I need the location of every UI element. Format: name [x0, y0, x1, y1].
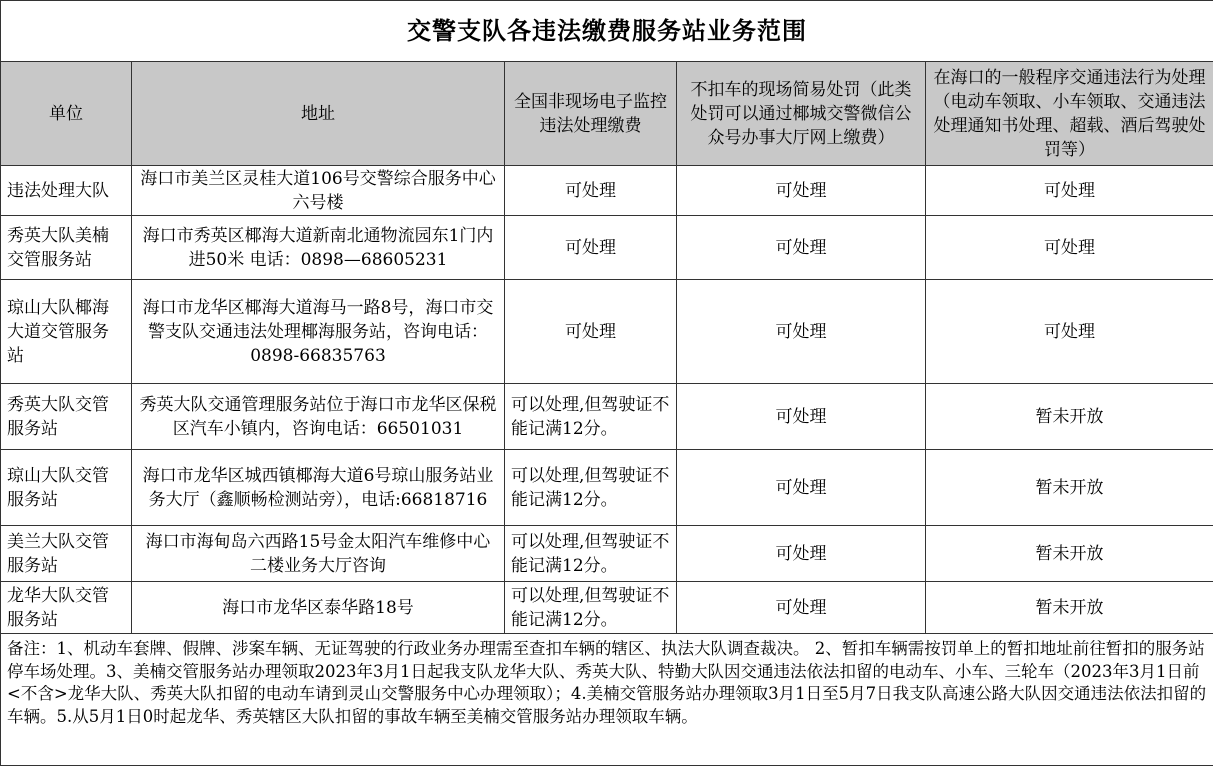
table-row	[1, 582, 1213, 634]
electronic-cell: 可处理	[505, 216, 677, 280]
header-address: 地址	[132, 62, 505, 166]
table-row	[1, 450, 1213, 526]
unit-cell: 琼山大队椰海大道交管服务站	[1, 280, 132, 384]
notes-row	[1, 634, 1213, 766]
table-row	[1, 216, 1213, 280]
table-row	[1, 526, 1213, 582]
electronic-cell: 可以处理,但驾驶证不能记满12分。	[505, 384, 677, 450]
address-cell: 海口市龙华区城西镇椰海大道6号琼山服务站业务大厅（鑫顺畅检测站旁），电话:66818716	[132, 450, 505, 526]
unit-cell: 美兰大队交管服务站	[1, 526, 132, 582]
simple-cell: 可处理	[677, 450, 926, 526]
simple-cell: 可处理	[677, 280, 926, 384]
address-cell: 秀英大队交通管理服务站位于海口市龙华区保税区汽车小镇内，咨询电话：66501031	[132, 384, 505, 450]
unit-cell: 秀英大队美楠交管服务站	[1, 216, 132, 280]
table-row	[1, 384, 1213, 450]
general-cell: 暂未开放	[926, 582, 1213, 634]
address-cell: 海口市美兰区灵桂大道106号交警综合服务中心六号楼	[132, 166, 505, 216]
general-cell: 暂未开放	[926, 526, 1213, 582]
notes-text: 备注：1、机动车套牌、假牌、涉案车辆、无证驾驶的行政业务办理需至查扣车辆的辖区、执法大队调查裁决。 2、暂扣车辆需按罚单上的暂扣地址前往暂扣的服务站停车场处理。3、美楠交管服务站办理领取2023年3月1日起我支队龙华大队、秀英大队、特勤大队因交通违法依法扣留的电动车、小车、三轮车（2023年3月1日前<不含>龙华大队、秀英大队扣留的电动车请到灵山交警服务中心办理领取）；4.美楠交管服务站办理领取3月1日至5月7日我支队高速公路大队因交通违法依法扣留的车辆。5.从5月1日0时起龙华、秀英辖区大队扣留的事故车辆至美楠交管服务站办理领取车辆。	[1, 634, 1213, 766]
page-title: 交警支队各违法缴费服务站业务范围	[1, 1, 1213, 62]
table-row	[1, 166, 1213, 216]
address-cell: 海口市龙华区泰华路18号	[132, 582, 505, 634]
simple-cell: 可处理	[677, 384, 926, 450]
header-electronic: 全国非现场电子监控违法处理缴费	[505, 62, 677, 166]
simple-cell: 可处理	[677, 582, 926, 634]
address-cell: 海口市秀英区椰海大道新南北通物流园东1门内进50米 电话：0898—68605231	[132, 216, 505, 280]
address-cell: 海口市海甸岛六西路15号金太阳汽车维修中心二楼业务大厅咨询	[132, 526, 505, 582]
simple-cell: 可处理	[677, 216, 926, 280]
general-cell: 暂未开放	[926, 384, 1213, 450]
address-cell: 海口市龙华区椰海大道海马一路8号，海口市交警支队交通违法处理椰海服务站，咨询电话：0898-66835763	[132, 280, 505, 384]
unit-cell: 秀英大队交管服务站	[1, 384, 132, 450]
simple-cell: 可处理	[677, 526, 926, 582]
general-cell: 可处理	[926, 280, 1213, 384]
unit-cell: 龙华大队交管服务站	[1, 582, 132, 634]
general-cell: 暂未开放	[926, 450, 1213, 526]
general-cell: 可处理	[926, 216, 1213, 280]
electronic-cell: 可以处理,但驾驶证不能记满12分。	[505, 582, 677, 634]
unit-cell: 违法处理大队	[1, 166, 132, 216]
header-unit: 单位	[1, 62, 132, 166]
table-row	[1, 280, 1213, 384]
header-general: 在海口的一般程序交通违法行为处理（电动车领取、小车领取、交通违法处理通知书处理、超载、酒后驾驶处罚等）	[926, 62, 1213, 166]
electronic-cell: 可处理	[505, 280, 677, 384]
header-row	[1, 62, 1213, 166]
general-cell: 可处理	[926, 166, 1213, 216]
electronic-cell: 可以处理,但驾驶证不能记满12分。	[505, 526, 677, 582]
unit-cell: 琼山大队交管服务站	[1, 450, 132, 526]
header-simple: 不扣车的现场简易处罚（此类处罚可以通过椰城交警微信公众号办事大厅网上缴费）	[677, 62, 926, 166]
electronic-cell: 可处理	[505, 166, 677, 216]
electronic-cell: 可以处理,但驾驶证不能记满12分。	[505, 450, 677, 526]
simple-cell: 可处理	[677, 166, 926, 216]
